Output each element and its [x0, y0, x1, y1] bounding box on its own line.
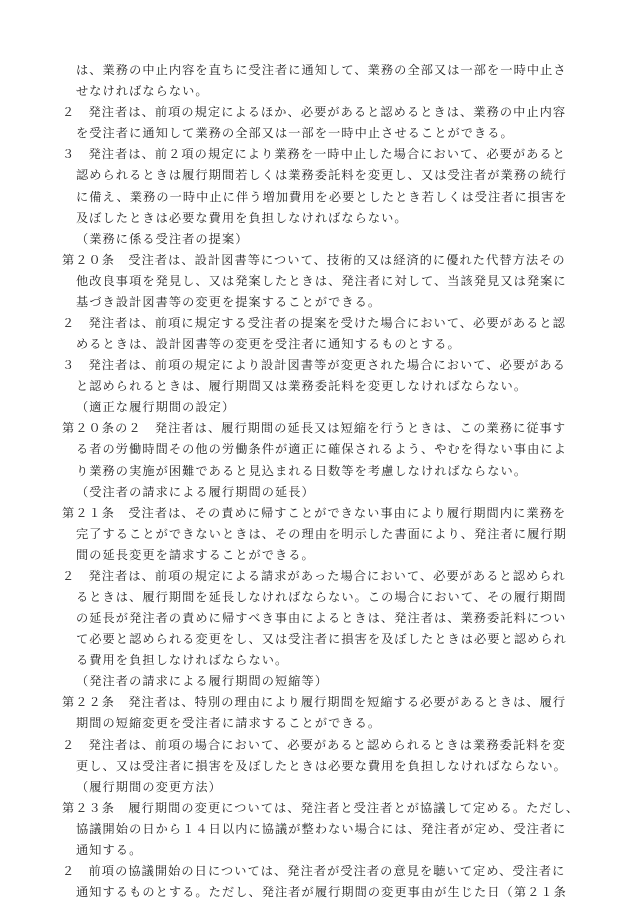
text-line: り業務の実施が困難であると見込まれる日数等を考慮しなければならない。: [76, 463, 528, 478]
article-heading-line: 第２２条 発注者は、特別の理由により履行期間を短縮する必要があるときは、履行: [62, 695, 567, 710]
section-caption: （適正な履行期間の設定）: [76, 400, 236, 415]
article-heading-line: 第２１条 受注者は、その責めに帰すことができない事由により履行期間内に業務を: [62, 505, 567, 520]
text-line: 協議開始の日から１４日以内に協議が整わない場合には、発注者が定め、受注者に: [76, 821, 567, 836]
section-caption: （履行期間の変更方法）: [76, 779, 222, 794]
text-line: 認められるときは履行期間若しくは業務委託料を変更し、又は受注者が業務の続行: [76, 168, 567, 183]
text-line: て必要と認められる変更をし、又は受注者に損害を及ぼしたときは必要と認められ: [76, 632, 567, 647]
text-line: の延長が発注者の責めに帰すべき事由によるときは、発注者は、業務委託料につい: [76, 611, 567, 625]
text-line: ２ 発注者は、前項に規定する受注者の提案を受けた場合において、必要があると認: [62, 315, 566, 330]
article-heading-line: 第２０条 受注者は、設計図書等について、技術的又は経済的に優れた代替方法その: [62, 252, 566, 267]
text-line: 及ぼしたときは必要な費用を負担しなければならない。: [76, 210, 408, 225]
text-line: ２ 発注者は、前項の規定によるほか、必要があると認めるときは、業務の中止内容: [62, 105, 567, 120]
text-line: ２ 発注者は、前項の規定による請求があった場合において、必要があると認められ: [62, 568, 566, 583]
text-line: ３ 発注者は、前項の規定により設計図書等が変更された場合において、必要がある: [62, 358, 566, 373]
text-line: ３ 発注者は、前２項の規定により業務を一時中止した場合において、必要があると: [62, 147, 566, 162]
text-line: ２ 前項の協議開始の日については、発注者が受注者の意見を聴いて定め、受注者に: [62, 863, 566, 878]
text-line: を受注者に通知して業務の全部又は一部を一時中止させることができる。: [76, 126, 514, 141]
text-line: 完了することができないときは、その理由を明示した書面により、発注者に履行期: [76, 526, 567, 541]
text-line: 更し、又は受注者に損害を及ぼしたときは必要な費用を負担しなければならない。: [76, 758, 567, 773]
text-line: 他改良事項を発見し、又は発案したときは、発注者に対して、当該発見又は発案に: [76, 273, 567, 288]
text-line: 基づき設計図書等の変更を提案することができる。: [76, 294, 382, 309]
text-line: は、業務の中止内容を直ちに受注者に通知して、業務の全部又は一部を一時中止さ: [76, 63, 567, 77]
text-line: 通知する。: [76, 842, 143, 857]
article-heading-line: 第２３条 履行期間の変更については、発注者と受注者とが協議して定める。ただし、: [62, 800, 580, 815]
text-line: るときは、履行期間を延長しなければならない。この場合において、その履行期間: [76, 589, 567, 604]
text-line: ２ 発注者は、前項の場合において、必要があると認められるときは業務委託料を変: [62, 737, 566, 752]
text-line: せなければならない。: [76, 84, 209, 99]
section-caption: （業務に係る受注者の提案）: [76, 231, 249, 246]
text-line: に備え、業務の一時中止に伴う増加費用を必要としたとき若しくは受注者に損害を: [76, 189, 568, 204]
section-caption: （受注者の請求による履行期間の延長）: [76, 484, 315, 499]
section-caption: （発注者の請求による履行期間の短縮等）: [76, 674, 329, 689]
text-line: る費用を負担しなければならない。: [76, 653, 289, 668]
text-line: と認められるときは、履行期間又は業務委託料を変更しなければならない。: [76, 379, 528, 394]
text-line: 期間の短縮変更を受注者に請求することができる。: [76, 716, 382, 731]
text-line: 通知するものとする。ただし、発注者が履行期間の変更事由が生じた日（第２１条: [76, 885, 567, 899]
article-heading-line: 第２０条の２ 発注者は、履行期間の延長又は短縮を行うときは、この業務に従事す: [62, 421, 567, 436]
text-line: る者の労働時間その他の労働条件が適正に確保されるよう、やむを得ない事由によ: [76, 442, 567, 457]
text-line: めるときは、設計図書等の変更を受注者に通知するものとする。: [76, 337, 461, 351]
text-line: 間の延長変更を請求することができる。: [76, 547, 315, 562]
